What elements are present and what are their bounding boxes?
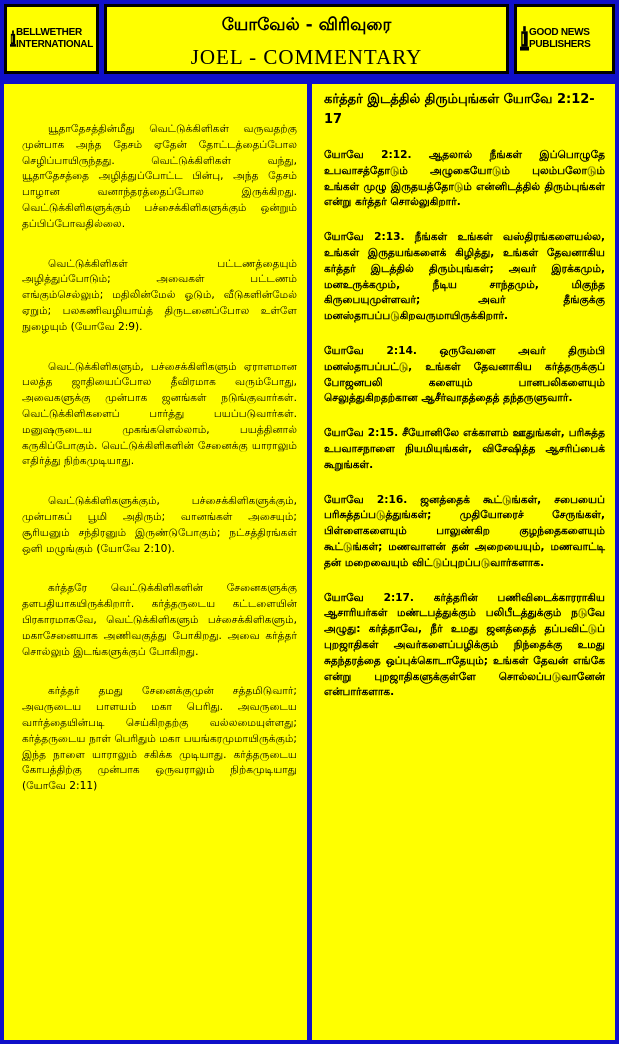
verse-paragraph: யோவே 2:16. ஜனத்தைக் கூட்டுங்கள், சபையைப் பரிசுத்தப்படுத்துங்கள்; முதியோரைச் சேருங்கள், பிள்ளைகளையும் பாலுண்கிற குழந்தைகளையும் கூட்டுங்கள்; மணவாளன் தன் அறையையும், மணவாட்டி தன் மறைவையும் விட்டுப்புறப்படுவார்களாக.: [324, 493, 605, 569]
good-news-logo-icon: [520, 19, 529, 59]
title-tamil: யோவேல் - விரிவுரை: [221, 15, 392, 35]
right-column: [312, 84, 615, 1040]
verse-paragraph: யோவே 2:14. ஒருவேளை அவர் திரும்பி மனஸ்தாபப்பட்டு, உங்கள் தேவனாகிய கர்த்தருக்குப் போஜனபலி களையும் பானபலிகளையும் செலுத்துகிறதற்கான ஆசீர்வாதத்தைத் தந்தருளுவார்.: [324, 344, 605, 405]
left-paragraph: கர்த்தர் தமது சேனைக்குமுன் சத்தமிடுவார்; அவருடைய பாளயம் மகா பெரிது. அவருடைய வார்த்தையின்படி செய்கிறதற்கு வல்லமையுள்ளது; கர்த்தருடைய நாள் பெரிதும் மகா பயங்கரமுமாயிருக்கும்; இந்த நாளை யாராலும் சகிக்க முடியாது. கர்த்தருடைய கோபத்திற்கு முன்பாக ஒருவராலும் நிற்கமுடியாது (யோவே 2:11): [22, 685, 297, 793]
left-column: [4, 84, 307, 1040]
verse-paragraph: யோவே 2:15. சீயோனிலே எக்காளம் ஊதுங்கள், பரிசுத்த உபவாசநாளை நியமியுங்கள், விசேஷித்த ஆசரிப்பைக் கூறுங்கள்.: [324, 427, 605, 471]
good-news-logo-text: GOOD NEWS PUBLISHERS: [528, 27, 591, 50]
left-paragraph: வெட்டுக்கிளிகளும், பச்சைக்கிளிகளும் ஏராளமான பலத்த ஜாதியைப்போல தீவிரமாக வரும்போது, அவைகளுக்கு முன்பாக ஜனங்கள் நடுங்குவார்கள். வெட்டுக்கிளிகளைப் பார்த்து பயப்படுவார்கள். மனுஷருடைய முகங்களெல்லாம், பயத்தினால் கருகிப்போகும். வெட்டுக்கிளிகளின் சேனைக்கு யாராலும் எதிர்த்து நிற்கமுடியாது.: [22, 360, 297, 468]
good-news-logo-box: [514, 4, 615, 74]
verse-paragraph: யோவே 2:13. நீங்கள் உங்கள் வஸ்திரங்களையல்ல, உங்கள் இருதயங்களைக் கிழித்து, உங்கள் தேவனாகிய கர்த்தர் இடத்தில் திரும்புங்கள்; அவர் இரக்கமும், மனஉருக்கமும், நீடிய சாந்தமும், மிகுந்த கிருபையுமுள்ளவர்; அவர் தீங்குக்கு மனஸ்தாபப்படுகிறவருமாயிருக்கிறார்.: [324, 231, 605, 323]
left-paragraph: யூதாதேசத்தின்மீது வெட்டுக்கிளிகள் வருவதற்கு முன்பாக அந்த தேசம் ஏதேன் தோட்டத்தைப்போல செழிப்பாயிருந்தது. வெட்டுக்கிளிகள் வந்து, யூதாதேசத்தை அழித்துப்போட்ட பின்பு, அந்த தேசம் பாழான வனாந்தரத்தைப்போல இருக்கிறது. வெட்டுக்கிளிகளுக்கும் பச்சைக்கிளிகளுக்கும் ஒன்றும் தப்பிப்போவதில்லை.: [22, 123, 297, 230]
left-paragraph: வெட்டுக்கிளிகள் பட்டணத்தையும் அழித்துப்போடும்; அவைகள் பட்டணம் எங்கும்செல்லும்; மதிலின்மேல் ஓடும், வீடுகளின்மேல் ஏறும்; பலகணிவழியாய்த் திருடனைப்போல உள்ளே நுழையும் (யோவே 2:9).: [22, 257, 297, 333]
title-english: JOEL - COMMENTARY: [190, 45, 423, 69]
section-heading: கர்த்தர் இடத்தில் திரும்புங்கள் யோவே 2:12-17: [324, 92, 595, 127]
bellwether-logo-box: [4, 4, 99, 74]
verse-paragraph: யோவே 2:12. ஆதலால் நீங்கள் இப்பொழுதே உபவாசத்தோடும் அழுகையோடும் புலம்பலோடும் உங்கள் முழு இருதயத்தோடும் என்னிடத்தில் திரும்புங்கள் என்று கர்த்தர் சொல்லுகிறார்.: [324, 149, 605, 209]
verse-paragraph: யோவே 2:17. கர்த்தரின் பணிவிடைக்காரராகிய ஆசாரியர்கள் மண்டபத்துக்கும் பலிபீடத்துக்கும் நடுவே அழுது: கர்த்தாவே, நீர் உமது ஜனத்தைத் தப்பவிட்டுப் புறஜாதிகள் அவர்களைப்பழிக்கும் நிந்தைக்கு உமது சுதந்தரத்தை ஒப்புக்கொடாதேயும்; உங்கள் தேவன் எங்கே என்று புறஜாதிகளுக்குள்ளே சொல்லப்படுவானேன் என்பார்களாக.: [324, 591, 605, 699]
bellwether-logo-text: BELLWETHER INTERNATIONAL: [15, 27, 94, 50]
page-title: [104, 4, 509, 74]
left-paragraph: வெட்டுக்கிளிகளுக்கும், பச்சைக்கிளிகளுக்கும், முன்பாகப் பூமி அதிரும்; வானங்கள் அசையும்; சூரியனும் சந்திரனும் இருண்டுபோகும்; நட்சத்திரங்கள் ஒளி மழுங்கும் (யோவே 2:10).: [22, 495, 297, 555]
left-paragraph: கர்த்தரே வெட்டுக்கிளிகளின் சேனைகளுக்கு தளபதியாகயிருக்கிறார். கர்த்தருடைய கட்டளையின் பிரகாரமாகவே, வெட்டுக்கிளிகளும் பச்சைக்கிளிகளும், மகாசேனையாக அணிவகுத்து போகிறது. அவை கர்த்தர் சொல்லும் இடங்களுக்குப் போகிறது.: [22, 582, 297, 658]
